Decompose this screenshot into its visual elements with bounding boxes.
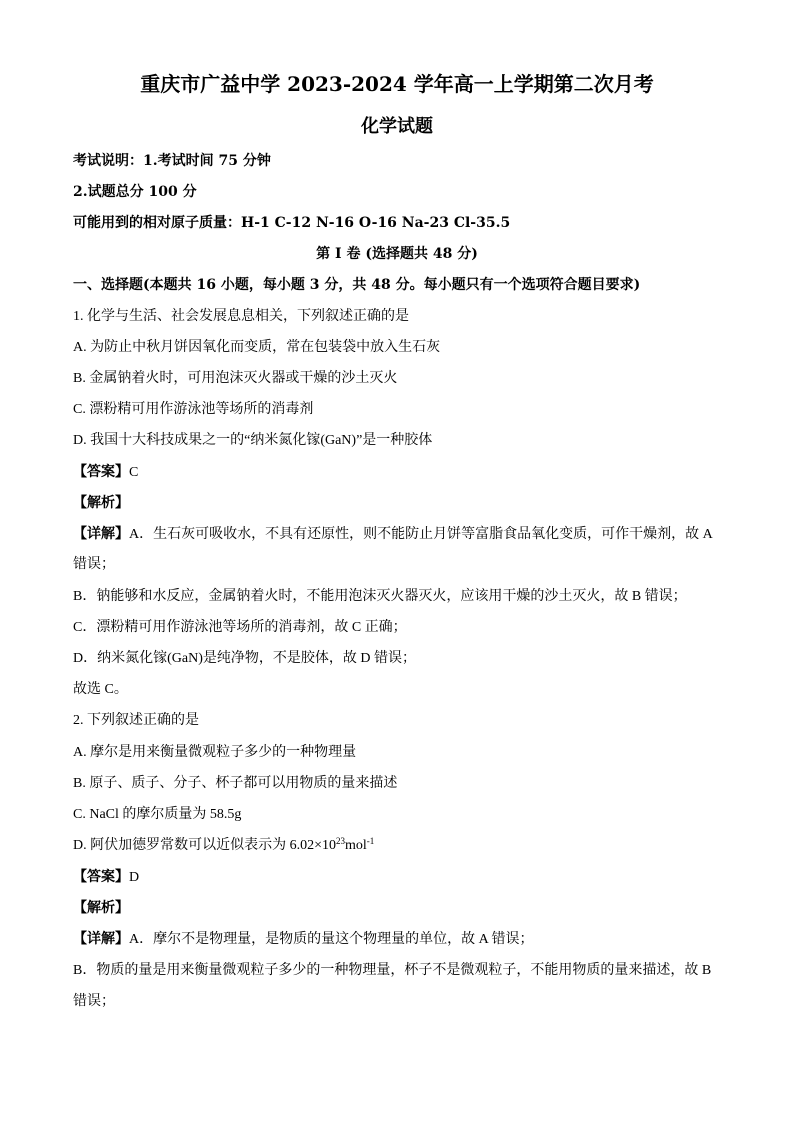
q2-analysis-label: 【解析】 <box>73 900 129 916</box>
q1-stem: 1. 化学与生活、社会发展息息相关，下列叙述正确的是 <box>73 309 409 324</box>
q1-analysis-label: 【解析】 <box>73 495 129 511</box>
answer-label: 【答案】 <box>73 464 129 480</box>
q2-detail-b-cont: 错误； <box>73 994 115 1009</box>
q1-detail-c: C．漂粉精可用作游泳池等场所的消毒剂，故 C 正确； <box>73 620 407 635</box>
detail-text: A．生石灰可吸收水，不具有还原性，则不能防止月饼等富脂食品氧化变质，可作干燥剂，故 A <box>129 527 713 542</box>
q1-detail-a-cont: 错误； <box>73 557 115 572</box>
q2-option-d-text: D. 阿伏加德罗常数可以近似表示为 6.02×10 <box>73 838 337 853</box>
q2-detail-a <box>73 930 533 949</box>
unit: mol <box>345 838 367 853</box>
exam-title: 重庆市广益中学 2023-2024 学年高一上学期第二次月考 <box>140 72 654 96</box>
detail-text: A．摩尔不是物理量，是物质的量这个物理量的单位，故 A 错误； <box>129 932 534 947</box>
q1-option-a: A. 为防止中秋月饼因氧化而变质，常在包装袋中放入生石灰 <box>73 340 441 355</box>
exponent: 23 <box>336 836 346 846</box>
unit-exponent: -1 <box>366 836 375 846</box>
q1-detail-a <box>73 525 713 544</box>
q2-answer <box>73 868 139 887</box>
atomic-mass-note: 可能用到的相对原子质量：H-1 C-12 N-16 O-16 Na-23 Cl-35.5 <box>73 215 511 231</box>
q1-detail-b: B．钠能够和水反应，金属钠着火时，不能用泡沫灭火器灭火，应该用干燥的沙土灭火，故 B 错误； <box>73 589 687 604</box>
detail-label: 【详解】 <box>73 526 129 542</box>
volume-heading: 第 I 卷 (选择题共 48 分) <box>316 246 478 262</box>
q1-option-b: B. 金属钠着火时，可用泡沫灭火器或干燥的沙土灭火 <box>73 371 398 386</box>
q2-option-a: A. 摩尔是用来衡量微观粒子多少的一种物理量 <box>73 745 357 760</box>
exam-note-time: 考试说明：1.考试时间 75 分钟 <box>73 153 271 169</box>
exam-note-score: 2.试题总分 100 分 <box>73 184 197 200</box>
answer-value: C <box>129 465 139 480</box>
q2-stem: 2. 下列叙述正确的是 <box>73 713 199 728</box>
q2-option-b: B. 原子、质子、分子、杯子都可以用物质的量来描述 <box>73 776 398 791</box>
q1-conclusion: 故选 C。 <box>73 682 128 697</box>
q2-option-c: C. NaCl 的摩尔质量为 58.5g <box>73 807 242 822</box>
section-heading: 一、选择题(本题共 16 小题，每小题 3 分，共 48 分。每小题只有一个选项符合题目要求) <box>73 277 641 293</box>
answer-value: D <box>129 870 140 885</box>
q1-detail-d: D．纳米氮化镓(GaN)是纯净物，不是胶体，故 D 错误； <box>73 651 416 666</box>
q1-option-d: D. 我国十大科技成果之一的“纳米氮化镓(GaN)”是一种胶体 <box>73 433 433 448</box>
answer-label: 【答案】 <box>73 869 129 885</box>
q1-option-c: C. 漂粉精可用作游泳池等场所的消毒剂 <box>73 402 314 417</box>
q1-answer <box>73 463 138 482</box>
exam-subtitle: 化学试题 <box>361 116 433 137</box>
q2-option-d <box>73 837 374 855</box>
detail-label: 【详解】 <box>73 931 129 947</box>
q2-detail-b: B．物质的量是用来衡量微观粒子多少的一种物理量，杯子不是微观粒子，不能用物质的量来描述，故 B <box>73 963 712 978</box>
